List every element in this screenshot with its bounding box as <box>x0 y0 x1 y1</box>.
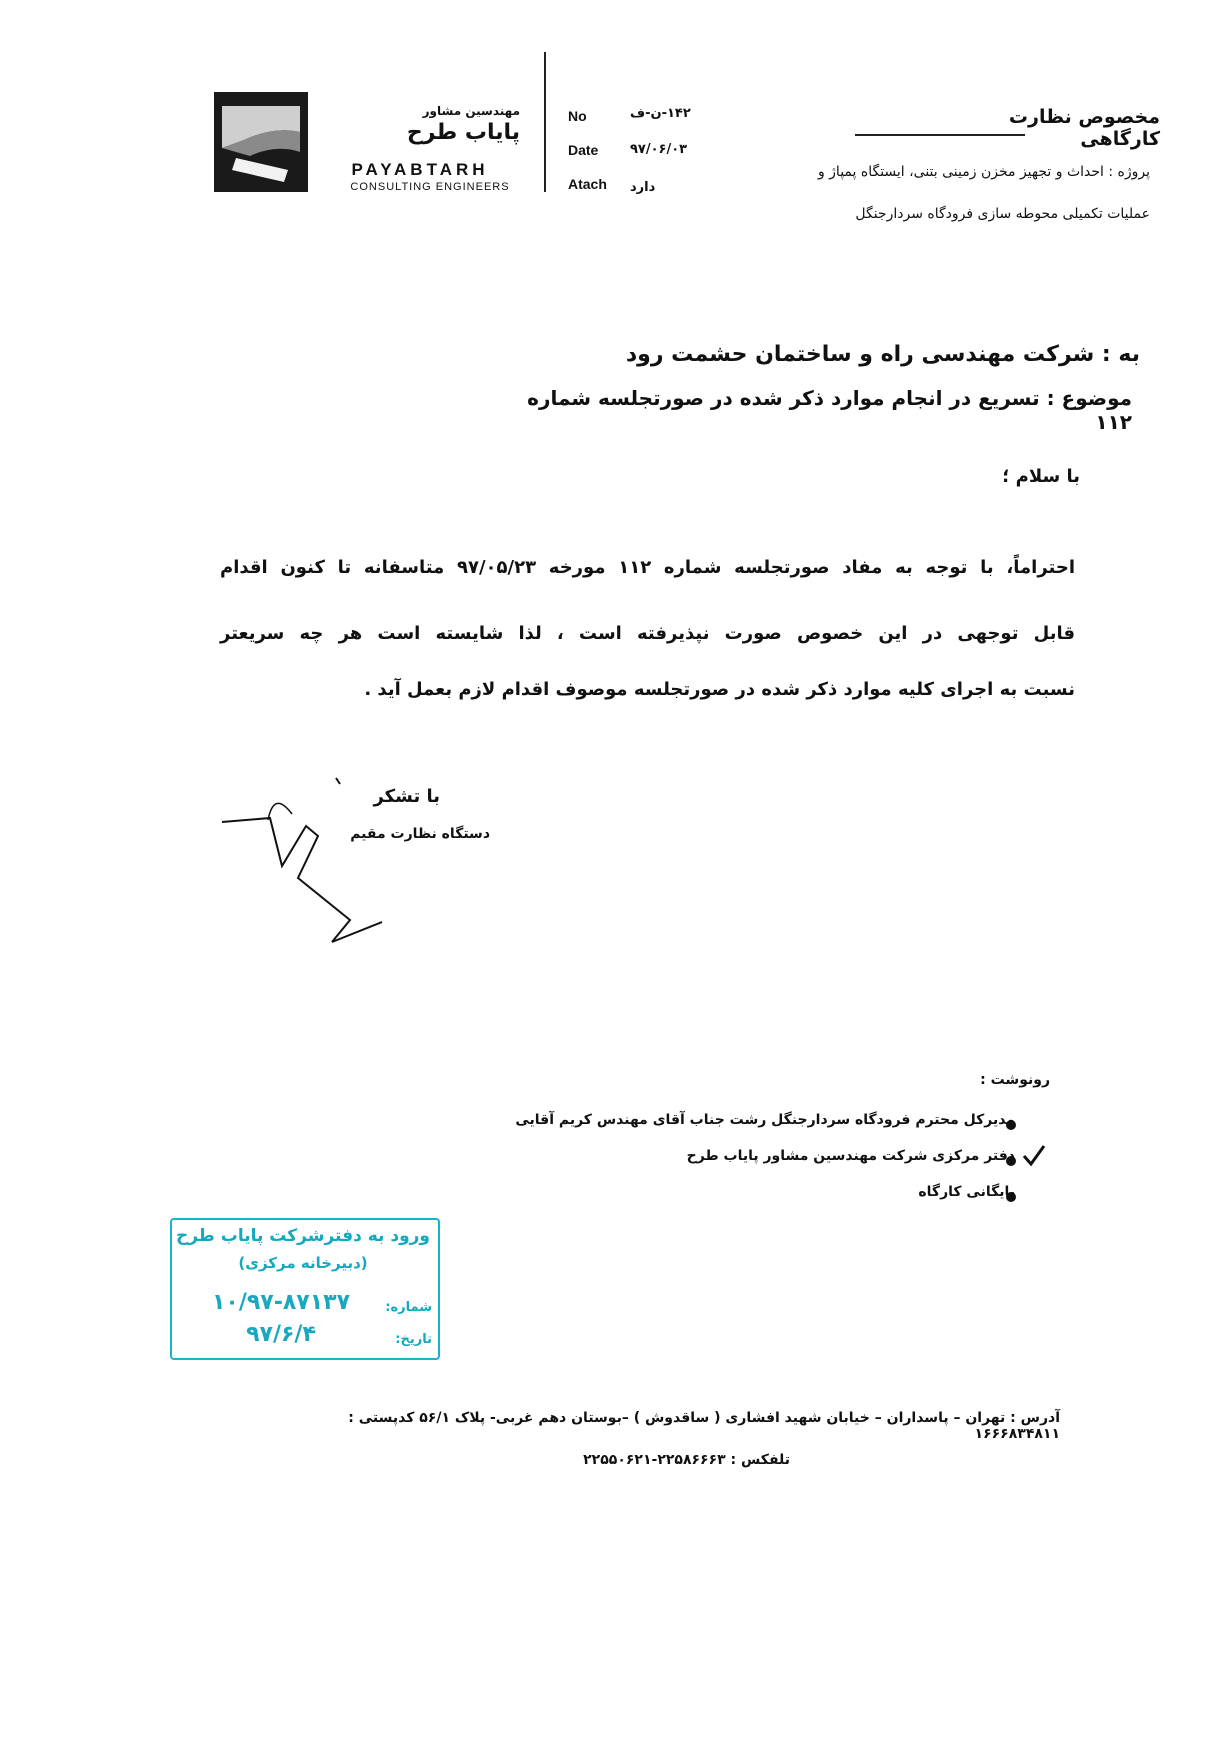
date-label: Date <box>568 142 599 158</box>
body-line-3: نسبت به اجرای کلیه موارد ذکر شده در صورتجلسه موصوف اقدام لازم بعمل آید . <box>364 679 1075 700</box>
stamp-number-label: شماره: <box>385 1300 432 1315</box>
attach-value: دارد <box>630 180 656 195</box>
stamp-date-label: تاریخ: <box>395 1332 432 1347</box>
no-label: No <box>568 108 587 124</box>
closing: با تشکر <box>373 786 440 807</box>
cc-item: دفتر مرکزی شرکت مهندسین مشاور پایاب طرح <box>686 1148 1015 1164</box>
company-name-en: PAYABTARH <box>351 160 489 179</box>
subject: موضوع : تسریع در انجام موارد ذکر شده در صورتجلسه شماره ۱۱۲ <box>527 386 1132 434</box>
header-divider <box>544 52 546 192</box>
signature <box>222 770 422 970</box>
confidential-title: مخصوص نظارت کارگاهی <box>1008 106 1160 150</box>
recipient: به : شرکت مهندسی راه و ساختمان حشمت رود <box>625 342 1140 367</box>
greeting: با سلام ؛ <box>1002 466 1080 487</box>
body-line-1: احتراماً، با توجه به مفاد صورتجلسه شماره ۱۱۲ مورخه ۹۷/۰۵/۲۳ متاسفانه تا کنون اقدام <box>220 557 1076 578</box>
company-name-fa: پایاب طرح <box>406 120 520 145</box>
stamp-subtitle: (دبیرخانه مرکزی) <box>238 1254 368 1272</box>
footer-telfax: تلفکس : ۲۲۵۸۶۶۶۳-۲۲۵۵۰۶۲۱ <box>583 1452 790 1468</box>
checkmark-icon <box>1022 1144 1046 1168</box>
received-stamp <box>170 1218 440 1360</box>
company-subtitle-en: CONSULTING ENGINEERS <box>350 181 510 193</box>
attach-label: Atach <box>568 176 607 192</box>
letter-number: ۱۴۲-ن-ف <box>630 106 691 121</box>
signer-title: دستگاه نظارت مقیم <box>350 826 490 842</box>
project-line-1: پروژه : احداث و تجهیز مخزن زمینی بتنی، ایستگاه پمپاژ و <box>817 164 1150 180</box>
cc-title: رونوشت : <box>980 1072 1050 1088</box>
company-logo <box>214 92 308 192</box>
letter-date: ۹۷/۰۶/۰۳ <box>630 142 688 157</box>
stamp-title: ورود به دفترشرکت پایاب طرح <box>175 1226 430 1246</box>
stamp-number: ۱۰/۹۷-۸۷۱۳۷ <box>211 1290 350 1315</box>
project-line-2: عملیات تکمیلی محوطه سازی فرودگاه سردارجنگل <box>855 206 1150 222</box>
cc-item: مدیرکل محترم فرودگاه سردارجنگل رشت جناب آقای مهندس کریم آقایی <box>515 1112 1015 1128</box>
cc-item: بایگانی کارگاه <box>918 1184 1015 1200</box>
company-name-fa-small: مهندسین مشاور <box>422 104 520 118</box>
footer-address: آدرس : تهران – پاسداران – خیابان شهید افشاری ( ساقدوش ) –بوستان دهم غربی- پلاک ۵۶/۱ کدپستی : ۱۶۶۶۸۳۴۸۱۱ <box>348 1410 1060 1442</box>
body-line-2: قابل توجهی در این خصوص صورت نپذیرفته است ، لذا شایسته است هر چه سریعتر <box>220 623 1075 644</box>
stamp-date: ۹۷/۶/۴ <box>246 1322 316 1347</box>
title-underline <box>855 134 1025 136</box>
